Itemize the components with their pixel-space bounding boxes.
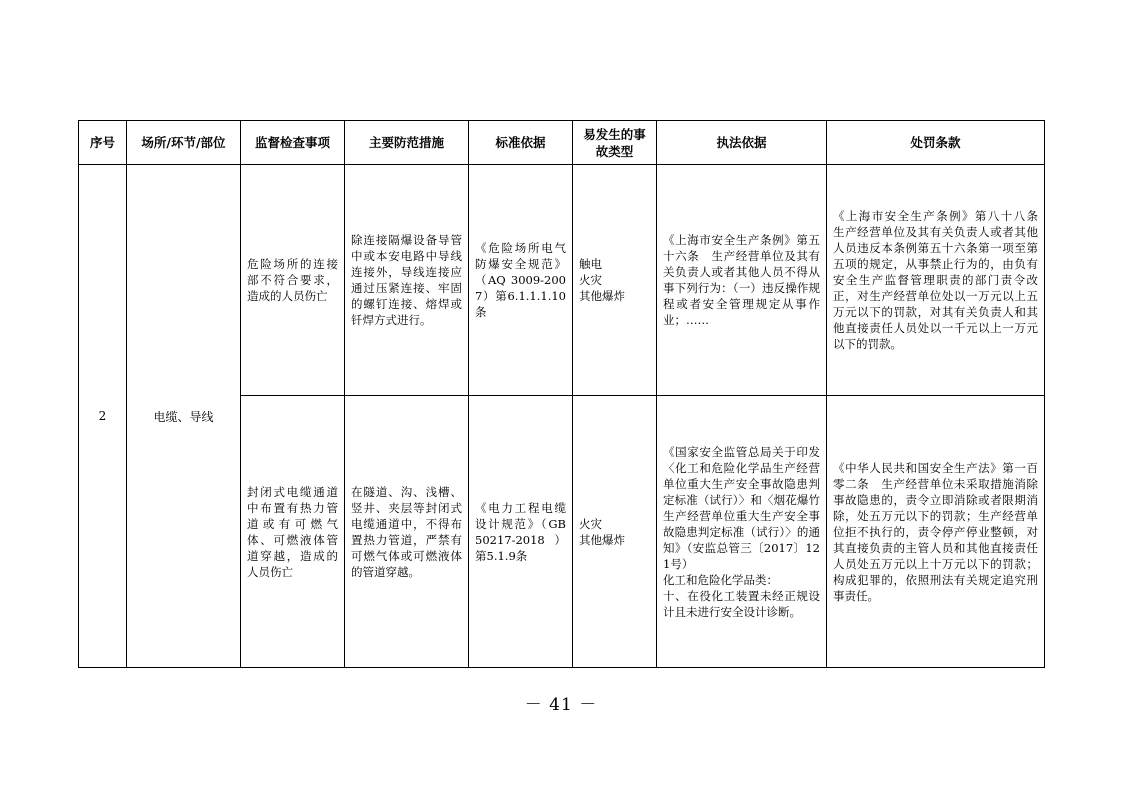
penalty-cell: 《中华人民共和国安全生产法》第一百零二条 生产经营单位未采取措施消除事故隐患的，责令立即消除或者限期消除，处五万元以下的罚款；生产经营单位拒不执行的，责令停产停业整顿，对其直接负责的主管人员和其他直接责任人员处五万元以上十万元以下的罚款；构成犯罪的，依照刑法有关规定追究刑事责任。	[827, 396, 1045, 668]
header-penalty: 处罚条款	[827, 121, 1045, 165]
measure-cell: 在隧道、沟、浅槽、竖井、夹层等封闭式电缆通道中，不得布置热力管道，严禁有可燃气体或可燃液体的管道穿越。	[345, 396, 469, 668]
header-measure: 主要防范措施	[345, 121, 469, 165]
header-law: 执法依据	[657, 121, 827, 165]
law-cell: 《上海市安全生产条例》第五十六条 生产经营单位及其有关负责人或者其他人员不得从事下列行为：（一）违反操作规程或者安全管理规定从事作业；……	[657, 165, 827, 396]
item-cell: 危险场所的连接部不符合要求，造成的人员伤亡	[241, 165, 345, 396]
table-header-row	[79, 121, 1045, 165]
measure-cell: 除连接隔爆设备导管中或本安电路中导线连接外，导线连接应通过压紧连接、牢固的螺钉连接、熔焊或钎焊方式进行。	[345, 165, 469, 396]
page-number: － 41 －	[524, 695, 598, 715]
standard-cell: 《电力工程电缆设计规范》（GB 50217-2018）第5.1.9条	[469, 396, 573, 668]
header-accident: 易发生的事故类型	[573, 121, 657, 165]
header-place: 场所/环节/部位	[127, 121, 241, 165]
accident-cell: 触电 火灾 其他爆炸	[573, 165, 657, 396]
law-cell: 《国家安全监管总局关于印发〈化工和危险化学品生产经营单位重大生产安全事故隐患判定标准（试行）〉和〈烟花爆竹生产经营单位重大生产安全事故隐患判定标准（试行）〉的通知》（安监总管三〔2017〕121号） 化工和危险化学品类： 十、在役化工装置未经正规设计且未进行安全设计诊断。	[657, 396, 827, 668]
standard-cell: 《危险场所电气防爆安全规范》（AQ 3009-2007）第6.1.1.1.10条	[469, 165, 573, 396]
header-seq: 序号	[79, 121, 127, 165]
accident-cell: 火灾 其他爆炸	[573, 396, 657, 668]
inspection-table	[78, 120, 1050, 668]
header-standard: 标准依据	[469, 121, 573, 165]
table-row	[79, 165, 1045, 396]
item-cell: 封闭式电缆通道中布置有热力管道或有可燃气体、可燃液体管道穿越，造成的人员伤亡	[241, 396, 345, 668]
place-cell: 电缆、导线	[127, 165, 241, 668]
header-item: 监督检查事项	[241, 121, 345, 165]
penalty-cell: 《上海市安全生产条例》第八十八条 生产经营单位及其有关负责人或者其他人员违反本条例第五十六条第一项至第五项的规定，从事禁止行为的，由负有安全生产监督管理职责的部门责令改正，对生产经营单位处以一万元以上五万元以下的罚款，对其有关负责人和其他直接责任人员处以一千元以上一万元以下的罚款。	[827, 165, 1045, 396]
seq-cell: 2	[79, 165, 127, 668]
